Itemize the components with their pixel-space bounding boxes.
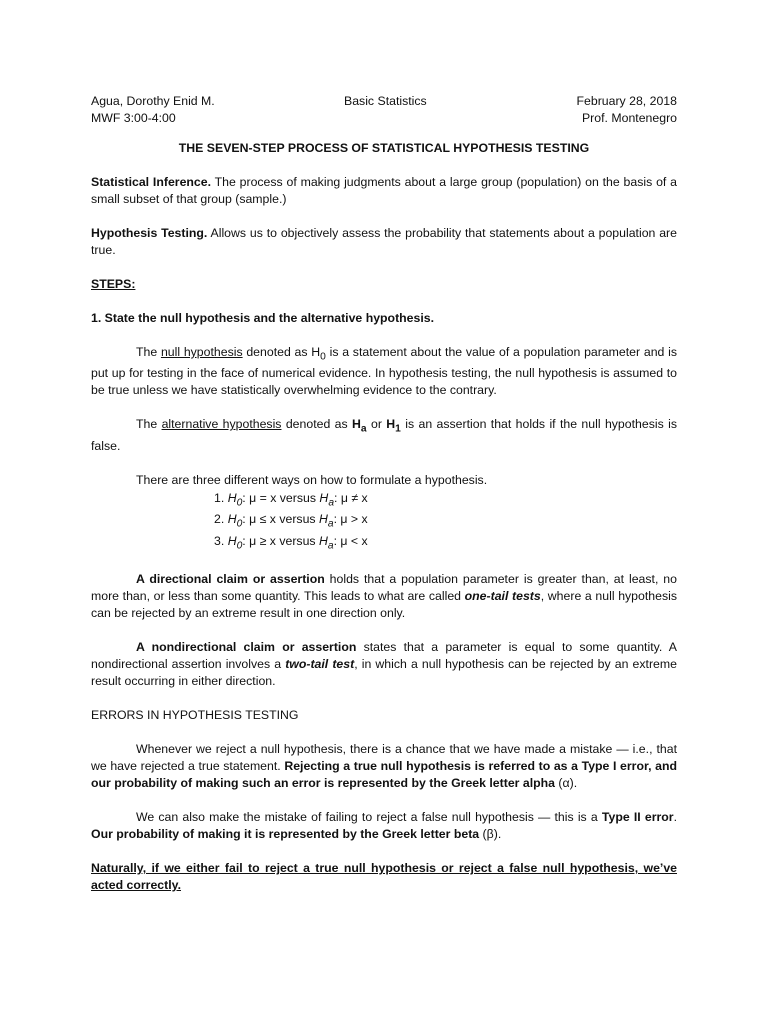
class-schedule: MWF 3:00-4:00	[91, 111, 176, 125]
ha-symbol: H	[318, 512, 328, 527]
document-date: February 28, 2018	[576, 94, 677, 108]
ha-relation: : μ < x	[333, 533, 368, 548]
alt-para-post: is an assertion that holds if the null hypothesis is false.	[91, 417, 677, 453]
errors-heading: ERRORS IN HYPOTHESIS TESTING	[91, 708, 299, 723]
type-1-definition: Rejecting a true null hypothesis is referred to as a Type I error, and our probability of making such an error is represented by the Greek letter alpha	[91, 759, 677, 791]
directional-paragraph	[91, 571, 677, 622]
nondirectional-paragraph	[91, 639, 677, 690]
null-hypothesis-term: null hypothesis	[160, 345, 243, 359]
h0-symbol: H	[227, 512, 237, 527]
type-2-text-2: .	[673, 810, 677, 825]
steps-heading: STEPS:	[91, 277, 136, 291]
type-1-error-paragraph	[91, 741, 677, 792]
ha-subscript: a	[328, 497, 335, 509]
list-item	[91, 533, 677, 554]
h0-relation: : μ ≥ x versus	[242, 533, 319, 548]
alt-symbol-1	[386, 417, 401, 435]
ha-relation: : μ ≠ x	[334, 490, 368, 505]
null-hypothesis-paragraph	[91, 344, 677, 399]
document-title: THE SEVEN-STEP PROCESS OF STATISTICAL HYPOTHESIS TESTING	[178, 141, 590, 155]
professor-name: Prof. Montenegro	[581, 111, 677, 125]
h0-subscript: 0	[236, 497, 243, 509]
ha-subscript: a	[327, 518, 334, 530]
document-header	[91, 93, 677, 127]
list-item-number: 1.	[214, 490, 228, 505]
statistical-inference-paragraph	[91, 174, 677, 208]
null-para-pre: The	[136, 345, 161, 359]
ha-symbol: H	[318, 533, 328, 548]
statistical-inference-text: The process of making judgments about a large group (population) on the basis of a small subset of that group (sample.)	[91, 175, 677, 206]
hypothesis-list	[91, 490, 677, 554]
null-para-mid: denoted as	[242, 345, 312, 359]
one-tail-term: one-tail tests	[464, 589, 541, 604]
list-item-number: 2.	[214, 512, 228, 527]
alt-symbol-1-subscript: 1	[395, 423, 401, 435]
null-symbol-letter: H	[311, 345, 321, 359]
nondirectional-term: A nondirectional claim or assertion	[136, 640, 357, 655]
h0-relation: : μ = x versus	[242, 490, 320, 505]
type-2-text-1: We can also make the mistake of failing to reject a false null hypothesis — this is a	[136, 810, 602, 825]
ha-relation: : μ > x	[333, 512, 368, 527]
alternative-hypothesis-paragraph	[91, 416, 677, 454]
alternative-hypothesis-term: alternative hypothesis	[161, 417, 282, 432]
alt-symbol-1-letter: H	[386, 417, 396, 432]
h0-subscript: 0	[236, 540, 243, 552]
alt-para-pre: The	[136, 417, 162, 432]
student-name: Agua, Dorothy Enid M.	[91, 94, 215, 108]
ha-subscript: a	[327, 540, 334, 552]
conclusion-paragraph: Naturally, if we either fail to reject a true null hypothesis or reject a false null hypothesis, we’ve acted correctly.	[91, 861, 677, 893]
directional-term: A directional claim or assertion	[136, 572, 325, 587]
h0-subscript: 0	[236, 518, 243, 530]
list-item	[91, 511, 677, 532]
type-1-text-1: Whenever we reject a null hypothesis, there is a chance that we have made a mistake — i.e., that we have rejected a true statement.	[91, 742, 677, 774]
alt-symbol-a-subscript: a	[360, 423, 367, 435]
null-symbol	[311, 345, 326, 363]
type-2-text-3: (β).	[479, 827, 502, 842]
step-1-heading: 1. State the null hypothesis and the alternative hypothesis.	[91, 311, 435, 325]
header-left	[91, 93, 215, 127]
directional-text-2: , where a null hypothesis can be rejected by an extreme result in one direction only.	[91, 589, 677, 621]
alt-para-or: or	[366, 417, 387, 432]
list-item-number: 3.	[214, 533, 228, 548]
hypothesis-testing-paragraph	[91, 225, 677, 259]
h0-relation: : μ ≤ x versus	[242, 512, 319, 527]
nondirectional-text-1: states that a parameter is equal to some quantity. A nondirectional assertion involves a	[91, 640, 677, 672]
hypothesis-testing-text: Allows us to objectively assess the probability that statements about a population are true.	[91, 226, 677, 257]
ways-intro: There are three different ways on how to formulate a hypothesis.	[136, 472, 488, 487]
header-center	[344, 93, 427, 110]
null-para-post: is a statement about the value of a population parameter and is put up for testing in the face of numerical evidence. In hypothesis testing, the null hypothesis is assumed to be true unless we have statistically overwhelming evidence to the contrary.	[91, 345, 677, 398]
nondirectional-text-2: , in which a null hypothesis can be rejected by an extreme result occurring in either direction.	[91, 657, 677, 689]
type-2-error-paragraph	[91, 809, 677, 843]
type-1-text-2: (α).	[555, 776, 578, 791]
h0-symbol: H	[227, 490, 237, 505]
two-tail-term: two-tail test	[285, 657, 355, 672]
directional-text-1: holds that a population parameter is greater than, at least, no more than, or less than some quantity. This leads to what are called	[91, 572, 677, 604]
type-2-definition: Our probability of making it is represented by the Greek letter beta	[91, 827, 480, 842]
ha-symbol: H	[319, 490, 329, 505]
alt-symbol-a-letter: H	[352, 417, 361, 432]
alt-para-mid: denoted as	[281, 417, 353, 432]
type-2-term: Type II error	[601, 810, 674, 825]
hypothesis-testing-term: Hypothesis Testing.	[91, 226, 208, 240]
alt-symbol-a	[352, 417, 367, 435]
course-name: Basic Statistics	[344, 94, 427, 108]
statistical-inference-term: Statistical Inference.	[91, 175, 212, 189]
list-item	[91, 490, 677, 511]
null-symbol-subscript: 0	[320, 351, 326, 363]
h0-symbol: H	[227, 533, 237, 548]
header-right	[577, 93, 678, 127]
